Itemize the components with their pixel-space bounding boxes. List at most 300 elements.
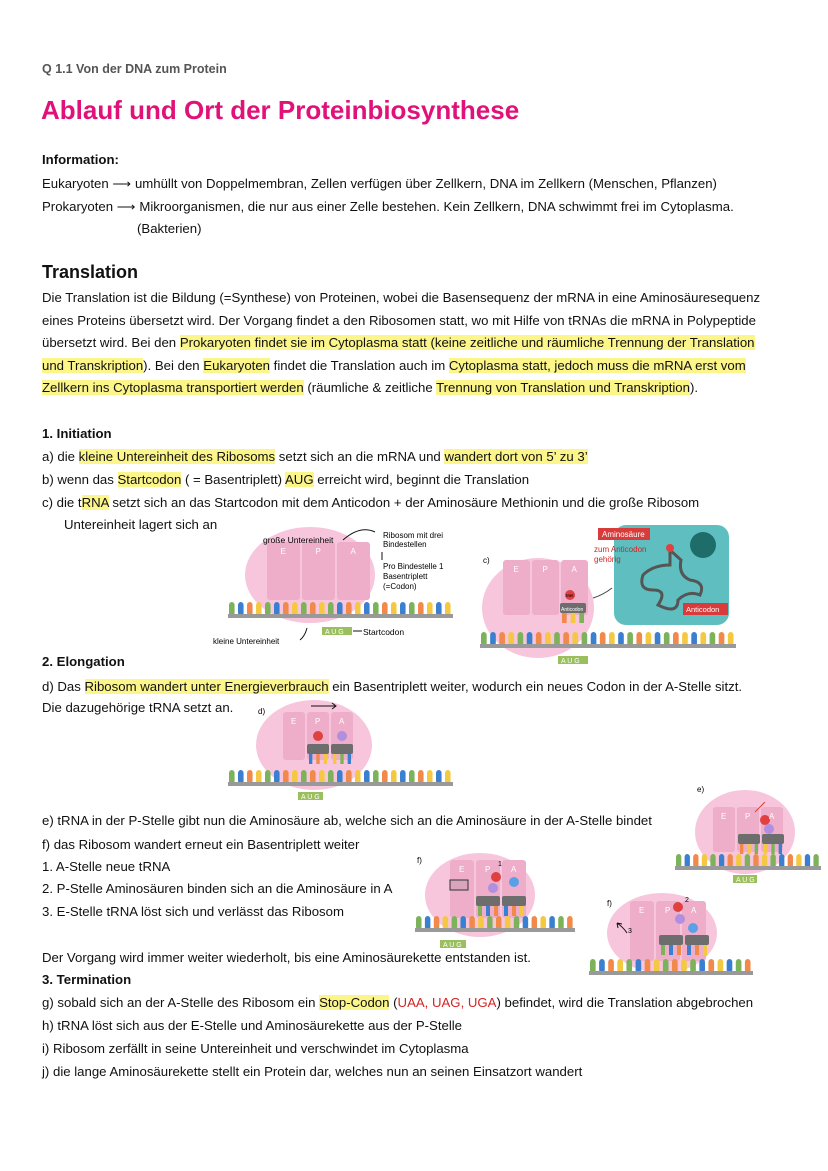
nucleotide [813,854,818,868]
amino-acid [675,914,685,924]
nucleotide [518,632,524,646]
page-title: Ablauf und Ort der Proteinbiosynthese [41,95,520,125]
text-line [42,994,753,1012]
elongation-diagram-d [226,700,456,800]
site-label: A [350,547,356,556]
trna-anticodon [685,935,709,945]
label-note: (=Codon) [383,582,417,591]
amino-label: zum Anticodon [594,545,647,554]
site-label: P [665,906,671,915]
text-segment: erreicht wird, beginnt die Translation [313,472,530,487]
site-label: E [291,717,297,726]
nucleotide [710,854,715,868]
site-label: A [511,865,517,874]
highlighted-text: Ribosom wandert unter Energieverbrauch [84,679,329,694]
trna-base [764,844,767,854]
nucleotide [292,770,298,784]
text-line [42,379,698,397]
trna-anticodon [659,935,683,945]
trna-anticodon [738,834,760,844]
nucleotide [728,632,734,646]
nucleotide [788,854,793,868]
text-line [42,175,717,193]
nucleotide [328,602,334,616]
nucleotide [609,632,615,646]
text-segment: setzt sich an die mRNA und [275,449,445,464]
highlighted-text: Trennung von Translation und Transkription [436,380,690,395]
nucleotide [654,959,660,973]
nucleotide [685,854,690,868]
text-line [42,312,756,330]
nucleotide [373,770,379,784]
trna-base [340,754,343,764]
highlighted-text: und Transkription [42,358,144,373]
highlighted-text: RNA [81,495,109,510]
nucleotide [238,770,244,784]
step-number: 1 [498,861,502,868]
nucleotide [554,632,560,646]
text-line [42,903,344,921]
text-segment: b) wenn das [42,472,118,487]
nucleotide [514,916,520,930]
text-segment: ( [389,995,398,1010]
trna-base [695,945,699,955]
nucleotide [646,632,652,646]
trna-3d-icon [690,532,716,558]
nucleotide [582,632,588,646]
nucleotide [618,632,624,646]
nucleotide [702,854,707,868]
nucleotide [626,959,632,973]
nucleotide [532,916,538,930]
trna-anticodon [331,744,353,754]
nucleotide [736,854,741,868]
nucleotide [355,770,361,784]
nucleotide [753,854,758,868]
label-note: Ribosom mit drei [383,531,444,540]
nucleotide [434,916,440,930]
text-segment: Der Vorgang wird immer weiter wiederholt, bis eine Aminosäurekette entstanden ist. [42,950,531,965]
trna-base [494,906,498,916]
nucleotide [292,602,298,616]
site-label: E [721,812,727,821]
trna-base [771,844,774,854]
text-line [42,425,112,443]
nucleotide [364,602,370,616]
amino-label: Aminosäure [602,530,645,539]
nucleotide [690,959,696,973]
elongation-diagram-e [673,782,823,887]
initiation-ribosome-diagram [213,520,465,650]
nucleotide [700,632,706,646]
text-segment: eines Proteins übersetzt wird. Der Vorgang findet a den Ribosomen statt, wo mit Hilfe von tRNAs die mRNA in Polypeptide [42,313,756,328]
codon-label: A U G [325,629,344,636]
trna-anticodon [502,896,526,906]
highlighted-text: wandert dort von 5’ zu 3’ [444,449,588,464]
text-segment: übersetzt wird. Bei den [42,335,180,350]
nucleotide [663,959,669,973]
nucleotide [796,854,801,868]
nucleotide [505,916,511,930]
text-segment: h) tRNA löst sich aus der E-Stelle und Aminosäurekette aus der P-Stelle [42,1018,463,1033]
nucleotide [727,959,733,973]
trna-anticodon [307,744,329,754]
nucleotide [265,602,271,616]
text-line [42,699,233,717]
mrna-backbone [415,928,575,932]
nucleotide [673,632,679,646]
nucleotide [443,916,449,930]
nucleotide [745,959,751,973]
nucleotide [805,854,810,868]
text-segment: 2. P-Stelle Aminosäuren binden sich an die Aminosäure in A [42,881,393,896]
trna-base [478,906,482,916]
trna-base [687,945,691,955]
nucleotide [770,854,775,868]
nucleotide [699,959,705,973]
nucleotide [391,602,397,616]
text-line [137,220,202,238]
text-line [42,448,588,466]
amino-acid [491,872,501,882]
trna-base [562,613,567,623]
nucleotide [572,632,578,646]
amino-acid [313,731,323,741]
text-line [42,334,755,352]
text-segment: findet die Translation auch im [270,358,449,373]
highlighted-text: Eukaryoten [203,358,271,373]
nucleotide [745,854,750,868]
text-segment: 1. A-Stelle neue tRNA [42,859,171,874]
nucleotide [247,770,253,784]
nucleotide [310,602,316,616]
text-line [42,357,746,375]
site-label: A [769,812,775,821]
nucleotide [762,854,767,868]
nucleotide [247,602,253,616]
nucleotide [617,959,623,973]
label-f1: f) [417,856,422,865]
mrna-backbone [480,644,736,648]
nucleotide [681,959,687,973]
nucleotide [274,770,280,784]
released-trna-box [450,880,468,890]
nucleotide [265,770,271,784]
nucleotide [608,959,614,973]
trna-base [747,844,750,854]
site-label: P [315,717,321,726]
nucleotide [672,959,678,973]
nucleotide [445,602,451,616]
nucleotide [645,959,651,973]
nucleotide [400,602,406,616]
site-label: P [542,565,548,574]
elongation-diagram-f2 [587,893,757,983]
site-label: A [571,565,577,574]
site-label: P [485,865,491,874]
nucleotide [427,770,433,784]
nucleotide [590,959,596,973]
label-note: Pro Bindestelle 1 [383,562,444,571]
nucleotide [409,602,415,616]
nucleotide [523,916,529,930]
label-c: c) [483,556,490,565]
text-segment: 2. Elongation [42,654,125,669]
text-line [42,1040,469,1058]
trna-base [504,906,508,916]
text-line [42,880,392,898]
nucleotide [283,602,289,616]
step-number: 3 [628,928,632,935]
text-segment: ( = Basentriplett) [181,472,286,487]
nucleotide [452,916,458,930]
text-line [42,812,652,830]
text-segment: 3. E-Stelle tRNA löst sich und verlässt das Ribosom [42,904,344,919]
text-segment: c) die t [42,495,82,510]
text-line [42,198,734,216]
nucleotide [319,602,325,616]
trna-base [703,945,707,955]
amino-label: gehörig [594,555,621,564]
trna-base [316,754,319,764]
text-segment: setzt sich an das Startcodon mit dem Anticodon + der Aminosäure Methionin und die große Ribosom [108,495,700,510]
trna-base [333,754,336,764]
nucleotide [373,602,379,616]
site-label: E [280,547,286,556]
nucleotide [400,770,406,784]
text-segment: ein Basentriplett weiter, wodurch ein neues Codon in der A-Stelle sitzt. [328,679,743,694]
highlighted-text: Startcodon [117,472,182,487]
trna-base [677,945,681,955]
trna-anticodon [762,834,784,844]
text-segment: i) Ribosom zerfällt in seine Untereinheit und verschwindet im Cytoplasma [42,1041,469,1056]
anticodon-label: Anticodon [686,605,720,614]
trna-base [512,906,516,916]
nucleotide [301,602,307,616]
amino-acid [337,731,347,741]
nucleotide [540,916,546,930]
trna-base [309,754,312,764]
nucleotide [664,632,670,646]
nucleotide [283,770,289,784]
amino-acid [688,923,698,933]
site-label: E [639,906,645,915]
text-segment: ). Bei den [143,358,204,373]
mrna-backbone [228,614,453,618]
nucleotide [693,854,698,868]
label-f2: f) [607,899,612,908]
met-label: Met [566,593,574,598]
amino-acid [673,902,683,912]
highlighted-text: kleine Untereinheit des Ribosoms [78,449,276,464]
amino-acid [488,883,498,893]
nucleotide [418,770,424,784]
nucleotide [563,632,569,646]
step-number: 2 [685,897,689,904]
nucleotide [600,632,606,646]
nucleotide [599,959,605,973]
highlighted-text: Stop-Codon [319,995,390,1010]
nucleotide [779,854,784,868]
text-line [42,653,125,671]
highlighted-text: Cytoplasma statt, jedoch muss die mRNA erst vom [448,358,746,373]
nucleotide [481,632,487,646]
text-segment: Die dazugehörige tRNA setzt an. [42,700,234,715]
text-line [42,949,531,967]
codon-label: A U G [561,658,580,665]
site-label: A [691,906,697,915]
nucleotide [549,916,555,930]
nucleotide [527,632,533,646]
nucleotide [591,632,597,646]
text-segment: 1. Initiation [42,426,112,441]
nucleotide [436,602,442,616]
nucleotide [636,632,642,646]
nucleotide [418,602,424,616]
trna-base [669,945,673,955]
trna-diagram [478,520,738,665]
nucleotide [636,959,642,973]
trna-base [571,613,576,623]
site-label: E [459,865,465,874]
text-line [42,858,170,876]
nucleotide [469,916,475,930]
nucleotide [558,916,564,930]
text-line [42,678,742,696]
label-big-subunit: große Untereinheit [263,535,334,545]
text-segment: f) das Ribosom wandert erneut ein Basentriplett weiter [42,837,360,852]
nucleotide [545,632,551,646]
nucleotide [229,602,235,616]
text-segment: ) befindet, wird die Translation abgebrochen [496,995,754,1010]
amino-acid [764,824,774,834]
nucleotide [487,916,493,930]
trna-base [661,945,665,955]
nucleotide [301,770,307,784]
highlighted-text: AUG [285,472,314,487]
nucleotide [409,770,415,784]
text-segment: e) tRNA in der P-Stelle gibt nun die Aminosäure ab, welche sich an die Aminosäure in der A-Stelle bindet [42,813,652,828]
amino-acid [666,544,674,552]
text-line [64,516,217,534]
text-segment: (Bakterien) [137,221,202,236]
nucleotide [274,602,280,616]
text-segment: UAA, UAG, UGA [397,995,497,1010]
nucleotide [682,632,688,646]
text-segment: 3. Termination [42,972,132,987]
text-line [42,471,529,489]
text-line [42,494,699,512]
highlighted-text: Zellkern ins Cytoplasma transportiert werden [42,380,304,395]
nucleotide [536,632,542,646]
elongation-diagram-f1 [413,850,578,950]
nucleotide [256,602,262,616]
mrna-backbone [589,971,753,975]
trna-anticodon [476,896,500,906]
codon-label: A U G [443,942,462,949]
nucleotide [382,770,388,784]
trna-base [348,754,351,764]
text-segment: j) die lange Aminosäurekette stellt ein Protein dar, welches nun an seinen Einsatzort wandert [42,1064,583,1079]
anticodon-inline: Anticodon [561,607,584,613]
site-label: A [339,717,345,726]
site-label: P [315,547,321,556]
nucleotide [346,602,352,616]
nucleotide [382,602,388,616]
nucleotide [627,632,633,646]
trna-base [520,906,524,916]
information-heading: Information: [42,152,119,167]
mrna-backbone [228,782,453,786]
trna-base [740,844,743,854]
nucleotide [719,854,724,868]
nucleotide [478,916,484,930]
trna-base [579,613,584,623]
nucleotide [425,916,431,930]
label-e: e) [697,785,705,794]
text-segment: Prokaryoten ⟶ Mikroorganismen, die nur aus einer Zelle bestehen. Kein Zellkern, DNA schwimmt frei im Cytoplasma. [42,199,734,214]
nucleotide [691,632,697,646]
nucleotide [718,959,724,973]
text-segment: a) die [42,449,79,464]
text-line [42,1063,582,1081]
nucleotide [391,770,397,784]
nucleotide [490,632,496,646]
nucleotide [337,602,343,616]
trna-base [324,754,327,764]
text-line [42,971,131,989]
nucleotide [310,770,316,784]
nucleotide [499,632,505,646]
nucleotide [736,959,742,973]
trna-base [755,844,758,854]
nucleotide [508,632,514,646]
label-small-subunit: kleine Untereinheit [213,637,280,646]
nucleotide [719,632,725,646]
codon-label: A U G [301,794,320,801]
mrna-backbone [675,866,821,870]
codon-label: A U G [736,877,755,884]
label-note: Bindestellen [383,540,427,549]
arrow-icon [593,588,612,598]
text-line [42,289,760,307]
nucleotide [346,770,352,784]
nucleotide [238,602,244,616]
nucleotide [337,770,343,784]
nucleotide [655,632,661,646]
text-segment: Eukaryoten ⟶ umhüllt von Doppelmembran, Zellen verfügen über Zellkern, DNA im Zellkern (Menschen, Pflanzen) [42,176,717,191]
nucleotide [229,770,235,784]
nucleotide [496,916,502,930]
site-label: E [513,565,519,574]
nucleotide [728,854,733,868]
nucleotide [436,770,442,784]
nucleotide [364,770,370,784]
nucleotide [567,916,573,930]
text-segment: g) sobald sich an der A-Stelle des Ribosom ein [42,995,320,1010]
trna-base [486,906,490,916]
nucleotide [445,770,451,784]
nucleotide [416,916,422,930]
nucleotide [676,854,681,868]
highlighted-text: Prokaryoten findet sie im Cytoplasma statt (keine zeitliche und räumliche Trennung der Translation [179,335,755,350]
nucleotide [256,770,262,784]
label-startcodon: Startcodon [363,627,405,637]
nucleotide [710,632,716,646]
section-kicker: Q 1.1 Von der DNA zum Protein [42,62,227,76]
label-note: Basentriplett [383,572,428,581]
site-label: P [745,812,751,821]
